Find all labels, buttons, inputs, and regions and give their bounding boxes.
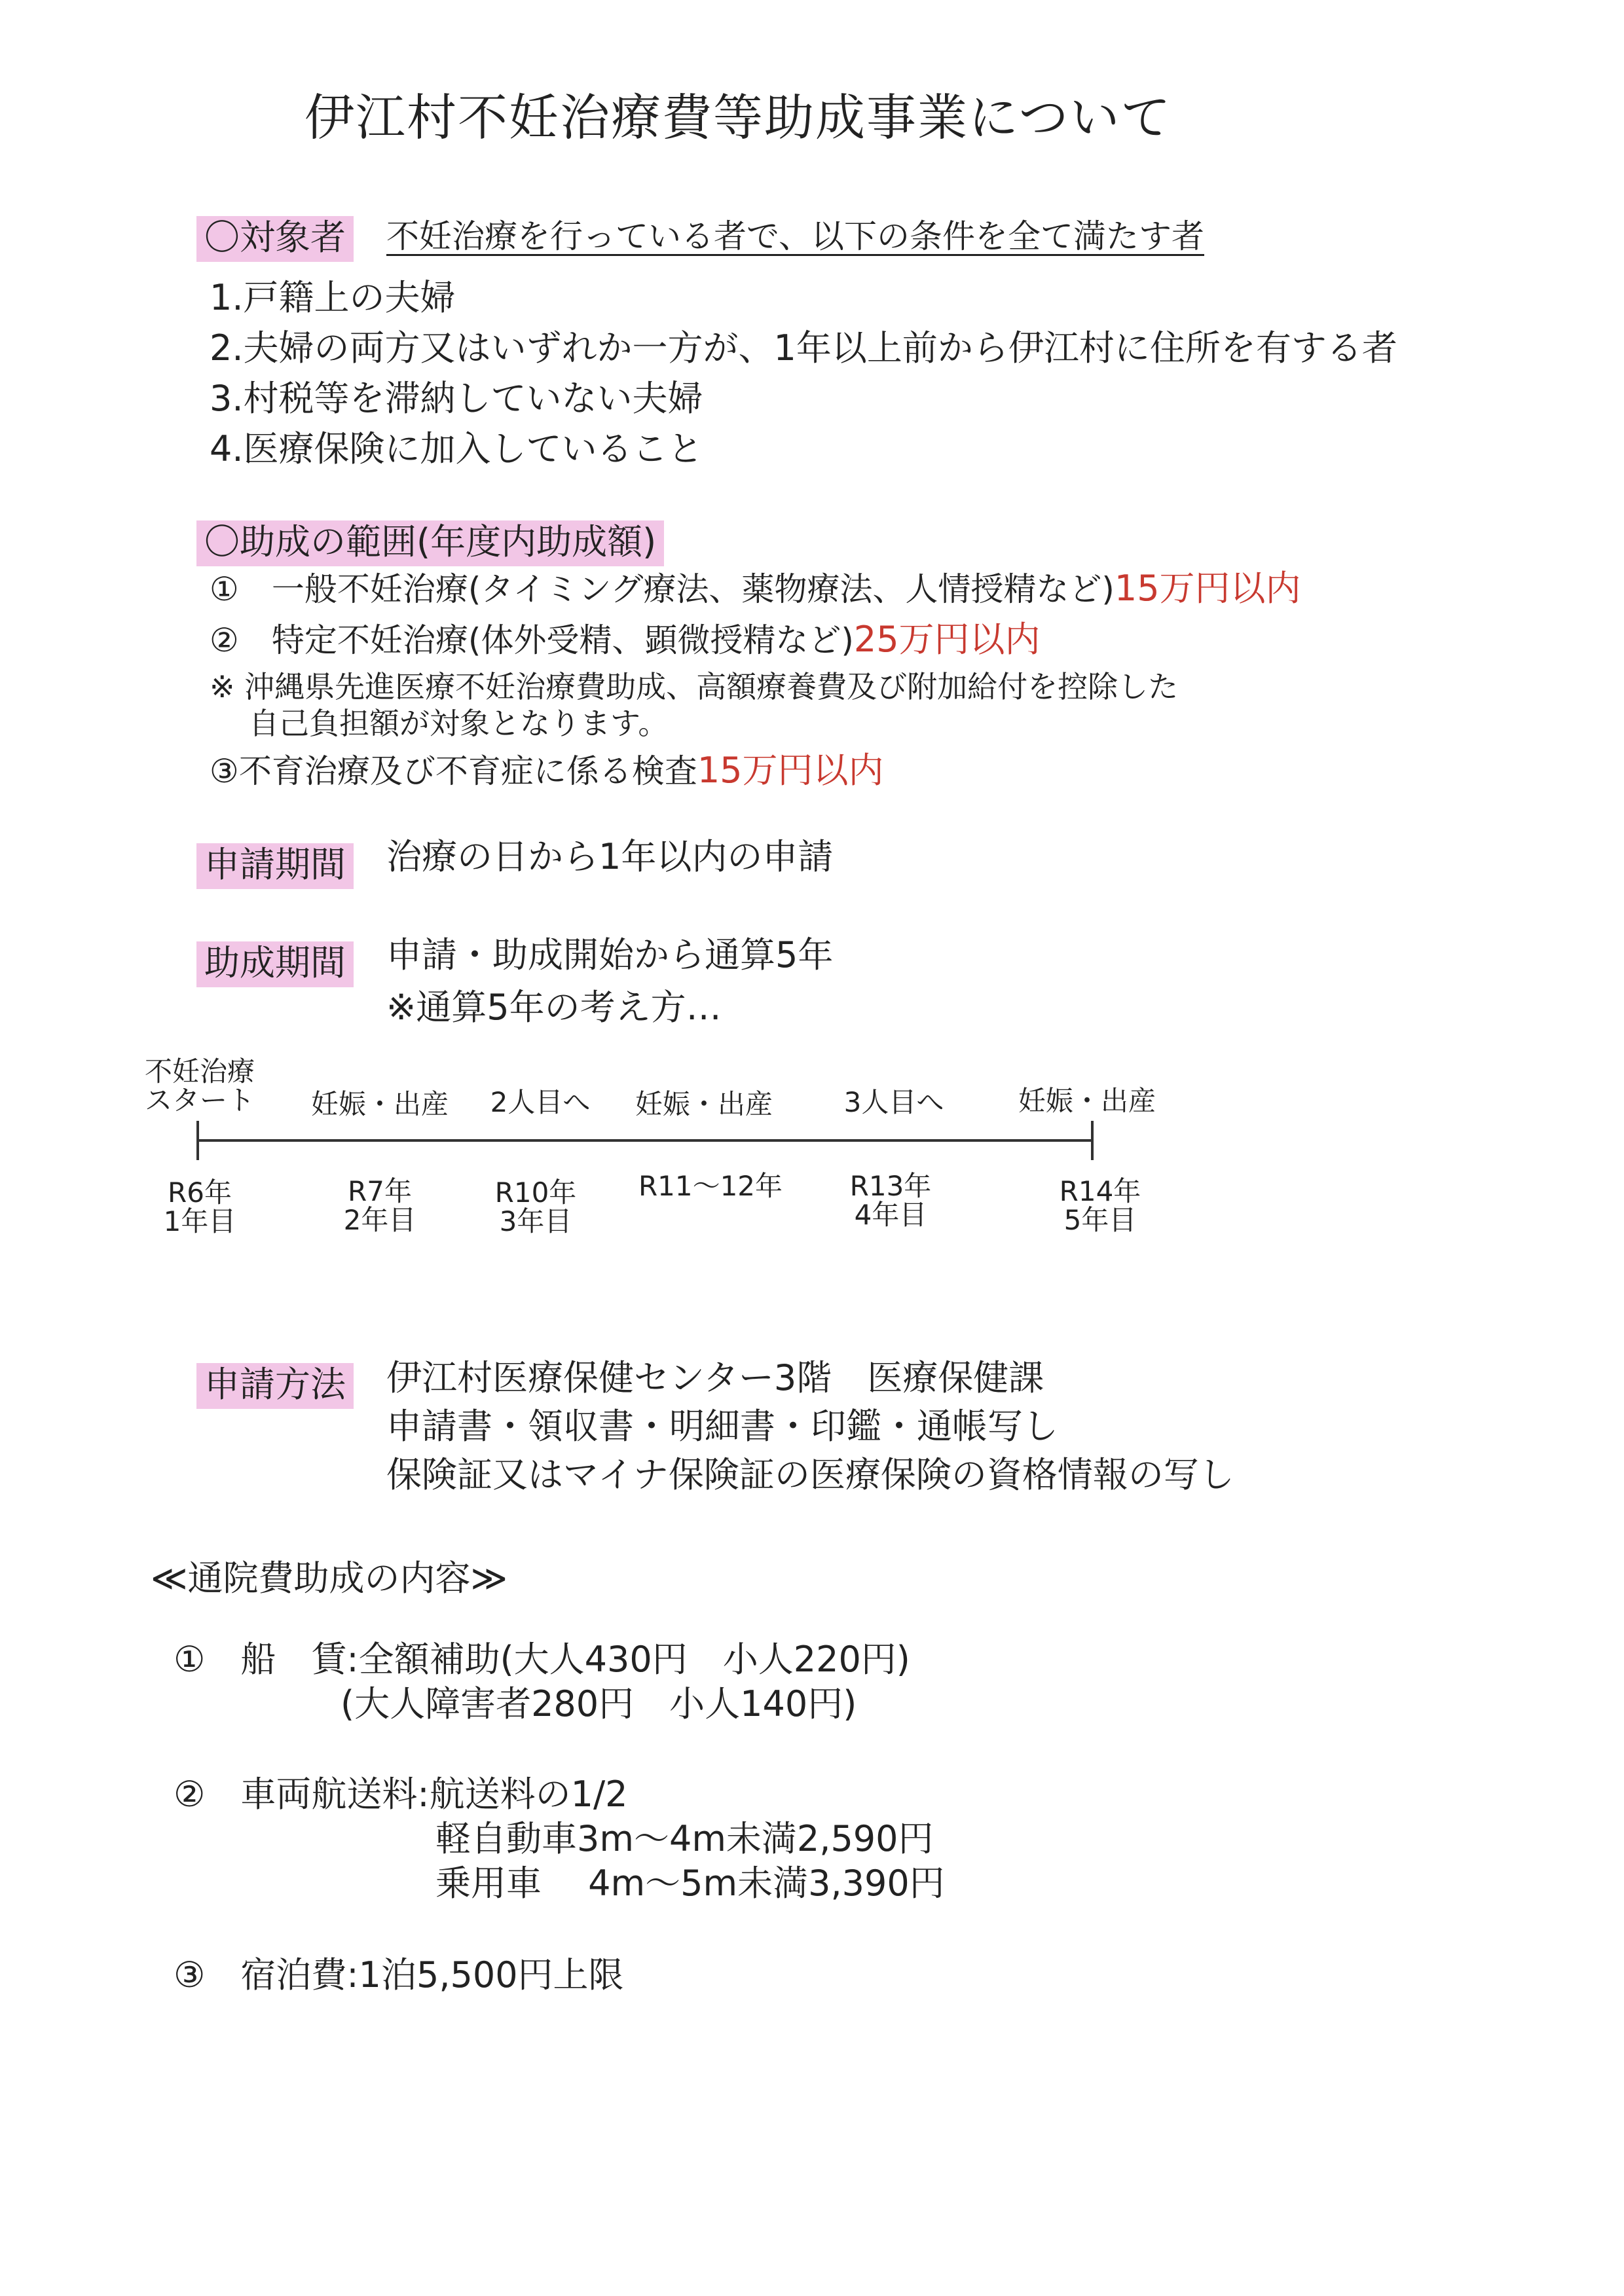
application-method-line-3: 保険証又はマイナ保険証の医療保険の資格情報の写し — [386, 1454, 1234, 1495]
target-item-2: 2.夫婦の両方又はいずれか一方が、1年以上前から伊江村に住所を有する者 — [210, 327, 1397, 369]
application-period-value: 治療の日から1年以内の申請 — [386, 836, 834, 877]
timeline-bottom-label: R7年 2年目 — [343, 1175, 416, 1237]
target-item-1: 1.戸籍上の夫婦 — [210, 277, 456, 318]
scope-label: 〇助成の範囲(年度内助成額) — [196, 520, 664, 566]
timeline-bottom-label: R14年 5年目 — [1059, 1175, 1141, 1237]
scope-item-1-text: ① 一般不妊治療(タイミング療法、薬物療法、人情授精など) — [210, 570, 1115, 608]
target-description: 不妊治療を行っている者で、以下の条件を全て満たす者 — [386, 217, 1204, 255]
application-method-line-2: 申請書・領収書・明細書・印鑑・通帳写し — [386, 1406, 1058, 1447]
scope-item-3-amount: 15万円以内 — [697, 750, 884, 791]
scope-note-line-2: 自己負担額が対象となります。 — [249, 706, 669, 741]
commute-ferry-line-1: ① 船 賃:全額補助(大人430円 小人220円) — [174, 1639, 910, 1680]
subsidy-period-value: 申請・助成開始から通算5年 — [386, 934, 834, 975]
timeline-bottom-label: R13年 4年目 — [849, 1170, 932, 1231]
application-method-label: 申請方法 — [196, 1363, 354, 1409]
scope-note-line-1: ※ 沖縄県先進医療不妊治療費助成、高額療養費及び附加給付を控除した — [210, 669, 1179, 704]
timeline-top-label: 妊娠・出産 — [310, 1088, 449, 1120]
application-period-label: 申請期間 — [196, 843, 354, 889]
target-label: 〇対象者 — [196, 216, 354, 262]
commute-car-line-1: ② 車両航送料:航送料の1/2 — [174, 1774, 628, 1815]
timeline-bottom-label: R6年 1年目 — [163, 1176, 236, 1238]
scope-item-3-text: ③不育治療及び不育症に係る検査 — [210, 752, 697, 790]
timeline-top-label: 3人目へ — [843, 1086, 944, 1118]
scope-item-2-text: ② 特定不妊治療(体外受精、顕微授精など) — [210, 621, 854, 659]
subsidy-period-note: ※通算5年の考え方… — [386, 987, 722, 1028]
target-item-3: 3.村税等を滞納していない夫婦 — [210, 378, 703, 419]
page-title: 伊江村不妊治療費等助成事業について — [304, 88, 1172, 147]
subsidy-period-label: 助成期間 — [196, 941, 354, 987]
timeline-top-label: 不妊治療 スタート — [144, 1055, 255, 1117]
target-item-4: 4.医療保険に加入していること — [210, 428, 703, 469]
commute-car-line-3: 乗用車 4m～5m未満3,390円 — [435, 1863, 945, 1904]
timeline-bottom-label: R11～12年 — [638, 1170, 783, 1202]
timeline-top-label: 妊娠・出産 — [1018, 1085, 1156, 1117]
commute-heading: ≪通院費助成の内容≫ — [151, 1558, 508, 1599]
commute-lodging: ③ 宿泊費:1泊5,500円上限 — [174, 1954, 624, 1995]
application-method-line-1: 伊江村医療保健センター3階 医療保健課 — [386, 1357, 1044, 1398]
commute-ferry-line-2: (大人障害者280円 小人140円) — [341, 1683, 857, 1724]
timeline-bottom-label: R10年 3年目 — [494, 1176, 577, 1238]
timeline-axis — [196, 1139, 1094, 1142]
timeline-tick-start — [196, 1121, 199, 1160]
scope-item-1-amount: 15万円以内 — [1114, 568, 1301, 609]
timeline-tick-end — [1091, 1121, 1094, 1160]
scope-item-2 — [210, 619, 1041, 660]
scope-item-2-amount: 25万円以内 — [853, 619, 1041, 660]
commute-car-line-2: 軽自動車3m～4m未満2,590円 — [435, 1818, 934, 1859]
timeline-top-label: 妊娠・出産 — [635, 1088, 773, 1120]
timeline-top-label: 2人目へ — [490, 1086, 591, 1118]
scope-item-3 — [210, 750, 884, 791]
scope-item-1 — [210, 568, 1301, 609]
